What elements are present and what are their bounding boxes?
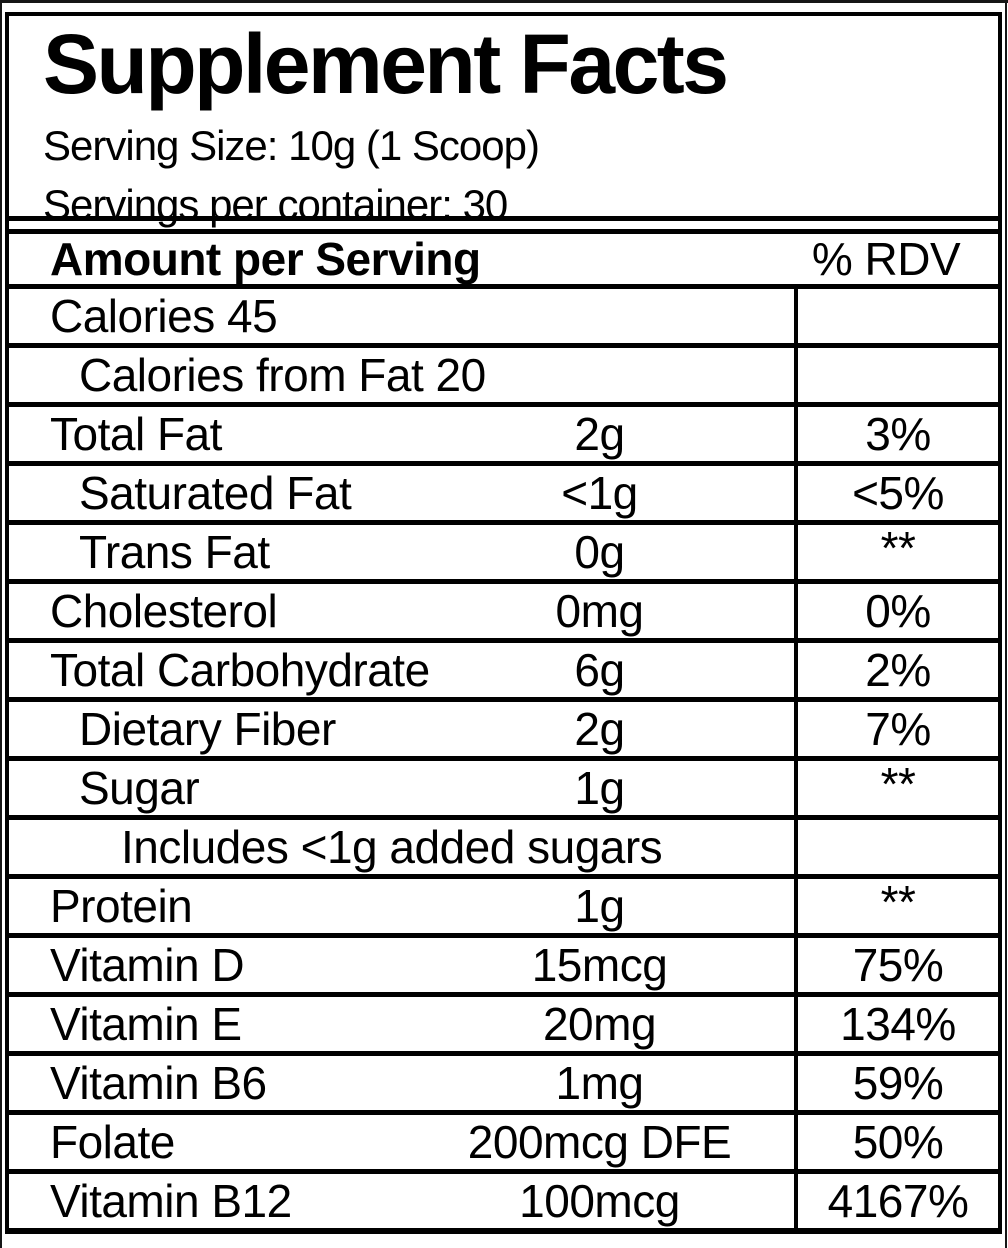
nutrient-rdv-value: <5% [794, 466, 998, 520]
supplement-facts-panel [5, 12, 1002, 1234]
nutrient-rdv-value: ** [794, 879, 998, 933]
nutrient-amount: <1g [561, 467, 638, 519]
nutrient-rdv-value: 0% [794, 584, 998, 638]
table-header-row [9, 229, 998, 284]
nutrient-label: Vitamin D [50, 939, 245, 991]
nutrient-label: Sugar [79, 762, 200, 814]
nutrient-amount: 15mcg [531, 939, 668, 991]
table-row [9, 933, 998, 992]
nutrient-label: Calories 45 [50, 290, 278, 342]
nutrient-label: Includes <1g added sugars [121, 821, 663, 873]
nutrient-label: Cholesterol [50, 585, 278, 637]
amount-per-serving-header: Amount per Serving [50, 233, 481, 285]
nutrient-rdv-value: 4167% [794, 1174, 998, 1228]
nutrient-rdv-value [794, 289, 998, 343]
table-row [9, 697, 998, 756]
nutrient-label: Calories from Fat 20 [79, 349, 486, 401]
serving-size-text: Serving Size: 10g (1 Scoop) [43, 121, 539, 169]
nutrient-rdv-value [794, 820, 998, 874]
nutrient-amount: 2g [574, 408, 625, 460]
nutrient-amount: 100mcg [519, 1175, 680, 1227]
table-row [9, 874, 998, 933]
nutrient-label: Dietary Fiber [79, 703, 336, 755]
nutrient-amount: 1g [574, 880, 625, 932]
nutrient-amount: 0mg [555, 585, 644, 637]
table-row [9, 520, 998, 579]
nutrient-label: Vitamin E [50, 998, 242, 1050]
nutrient-rdv-value: 75% [794, 938, 998, 992]
nutrient-amount: 20mg [542, 998, 657, 1050]
nutrient-rdv-value: ** [794, 525, 998, 579]
page-edge-right-line [1005, 0, 1007, 1248]
title-section [9, 16, 998, 228]
servings-per-container-text: Servings per container: 30 [43, 180, 508, 228]
nutrient-amount: 2g [574, 703, 625, 755]
nutrient-label: Saturated Fat [79, 467, 352, 519]
nutrient-label: Vitamin B12 [50, 1175, 292, 1227]
nutrient-rdv-value: 7% [794, 702, 998, 756]
table-row [9, 579, 998, 638]
table-row [9, 402, 998, 461]
table-row [9, 1110, 998, 1169]
table-row [9, 284, 998, 343]
page-edge-top-line [0, 0, 1008, 3]
table-row [9, 638, 998, 697]
nutrient-amount: 1g [574, 762, 625, 814]
nutrient-label: Total Carbohydrate [50, 644, 430, 696]
nutrient-rdv-value: 50% [794, 1115, 998, 1169]
table-row [9, 461, 998, 520]
nutrient-label: Total Fat [50, 408, 222, 460]
nutrient-rdv-value: 2% [794, 643, 998, 697]
nutrient-amount: 200mcg DFE [467, 1116, 732, 1168]
nutrient-rdv-value: 59% [794, 1056, 998, 1110]
table-row [9, 1051, 998, 1110]
nutrient-rdv-value: 3% [794, 407, 998, 461]
nutrient-amount: 0g [574, 526, 625, 578]
nutrient-amount: 1mg [555, 1057, 644, 1109]
nutrient-label: Trans Fat [79, 526, 270, 578]
nutrient-rdv-value [794, 348, 998, 402]
table-row [9, 992, 998, 1051]
nutrient-rdv-value: 134% [794, 997, 998, 1051]
rdv-header: % RDV [811, 233, 961, 285]
nutrient-label: Vitamin B6 [50, 1057, 267, 1109]
nutrient-amount: 6g [574, 644, 625, 696]
table-row [9, 815, 998, 874]
nutrient-label: Folate [50, 1116, 175, 1168]
table-row [9, 756, 998, 815]
supplement-facts-title: Supplement Facts [43, 17, 727, 111]
nutrient-rdv-value: ** [794, 761, 998, 815]
page-edge-left-line [0, 0, 2, 1248]
nutrient-label: Protein [50, 880, 193, 932]
table-row [9, 343, 998, 402]
table-row [9, 1169, 998, 1228]
